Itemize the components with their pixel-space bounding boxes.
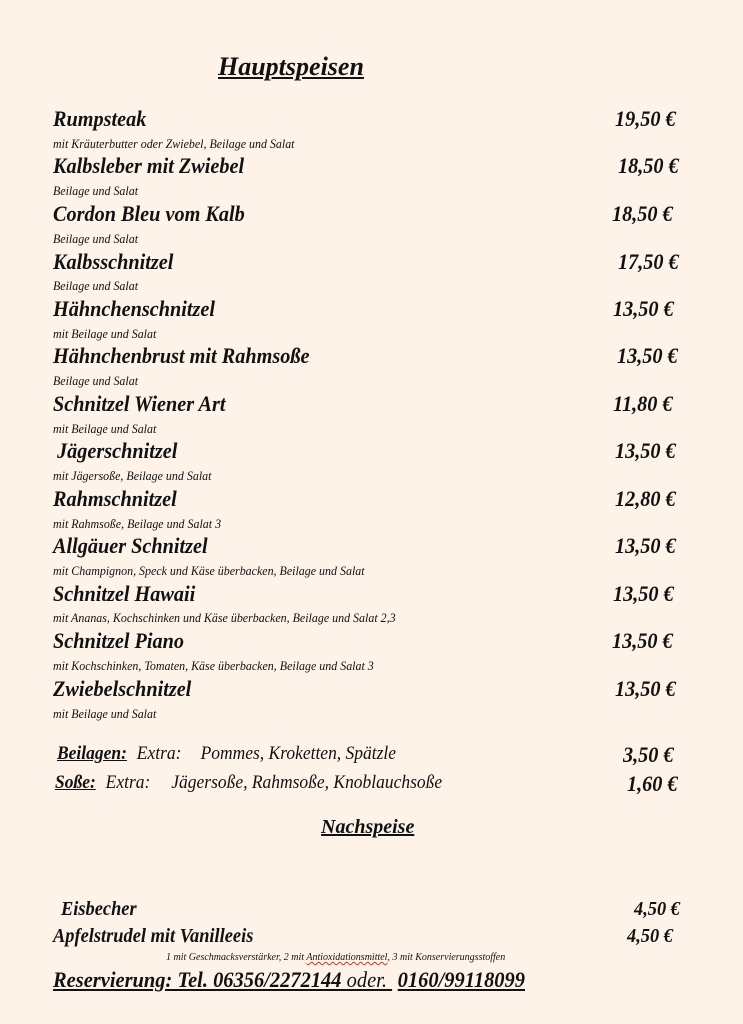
- item-price: 11,80 €: [613, 391, 673, 416]
- item-price: 13,50 €: [612, 628, 673, 653]
- footnote-spellcheck-word: Antioxidationsmittel: [306, 952, 388, 963]
- item-name: Schnitzel Hawaii: [53, 581, 196, 606]
- extra-price: 1,60 €: [627, 771, 678, 796]
- dessert-name: Apfelstrudel mit Vanilleeis: [53, 925, 254, 947]
- extra-items: Pommes, Kroketten, Spätzle: [200, 743, 397, 764]
- item-price: 18,50 €: [618, 153, 679, 178]
- item-price: 13,50 €: [615, 676, 676, 701]
- item-name: Kalbsleber mit Zwiebel: [53, 153, 245, 178]
- item-name: Schnitzel Piano: [53, 628, 185, 653]
- dessert-price: 4,50 €: [627, 925, 673, 947]
- item-name: Hähnchenbrust mit Rahmsoße: [53, 343, 310, 368]
- reservation-oder: oder.: [346, 967, 387, 992]
- item-name: Jägerschnitzel: [57, 438, 178, 463]
- main-section-title: Hauptspeisen: [218, 52, 364, 81]
- item-description: Beilage und Salat: [53, 231, 139, 246]
- footnote-text: , 3 mit Konservierungsstoffen: [387, 952, 506, 963]
- item-name: Kalbsschnitzel: [53, 249, 174, 274]
- reservation-phone: Reservierung: Tel. 06356/2272144: [53, 967, 342, 992]
- extra-line-beilagen: [57, 743, 396, 765]
- item-price: 13,50 €: [615, 438, 676, 463]
- item-description: mit Ananas, Kochschinken und Käse überbacken, Beilage und Salat 2,3: [53, 610, 396, 625]
- reservation-line: [53, 967, 525, 993]
- dessert-price: 4,50 €: [634, 898, 680, 920]
- item-description: mit Kräuterbutter oder Zwiebel, Beilage und Salat: [53, 136, 295, 151]
- item-name: Allgäuer Schnitzel: [53, 533, 208, 558]
- extra-keyword: Extra:: [105, 772, 151, 793]
- item-name: Rumpsteak: [53, 106, 147, 131]
- item-description: mit Rahmsoße, Beilage und Salat 3: [53, 516, 222, 531]
- item-description: mit Beilage und Salat: [53, 421, 157, 436]
- item-description: mit Jägersoße, Beilage und Salat: [53, 468, 212, 483]
- item-name: Hähnchenschnitzel: [53, 296, 215, 321]
- dessert-name: Eisbecher: [61, 898, 137, 920]
- item-name: Rahmschnitzel: [53, 486, 177, 511]
- item-description: Beilage und Salat: [53, 373, 139, 388]
- item-price: 13,50 €: [613, 296, 674, 321]
- item-description: Beilage und Salat: [53, 183, 139, 198]
- extra-items: Jägersoße, Rahmsoße, Knoblauchsoße: [171, 772, 443, 793]
- reservation-mobile: 0160/99118099: [397, 967, 526, 992]
- item-description: mit Beilage und Salat: [53, 326, 157, 341]
- item-name: Zwiebelschnitzel: [53, 676, 192, 701]
- item-name: Cordon Bleu vom Kalb: [53, 201, 245, 226]
- extra-price: 3,50 €: [623, 742, 674, 767]
- extra-label: Soße:: [55, 772, 96, 793]
- item-price: 19,50 €: [615, 106, 676, 131]
- item-price: 13,50 €: [617, 343, 678, 368]
- item-price: 12,80 €: [615, 486, 676, 511]
- item-price: 18,50 €: [612, 201, 673, 226]
- additives-footnote: [166, 952, 505, 963]
- item-price: 13,50 €: [615, 533, 676, 558]
- footnote-text: 1 mit Geschmacksverstärker, 2 mit: [166, 952, 307, 963]
- item-description: mit Champignon, Speck und Käse überbacken, Beilage und Salat: [53, 563, 365, 578]
- item-description: Beilage und Salat: [53, 278, 139, 293]
- item-description: mit Kochschinken, Tomaten, Käse überbacken, Beilage und Salat 3: [53, 658, 374, 673]
- item-price: 13,50 €: [613, 581, 674, 606]
- item-name: Schnitzel Wiener Art: [53, 391, 226, 416]
- item-description: mit Beilage und Salat: [53, 706, 157, 721]
- dessert-section-title: Nachspeise: [321, 816, 415, 838]
- extra-label: Beilagen:: [57, 743, 127, 764]
- item-price: 17,50 €: [618, 249, 679, 274]
- extra-keyword: Extra:: [136, 743, 182, 764]
- extra-line-sosse: [55, 772, 442, 794]
